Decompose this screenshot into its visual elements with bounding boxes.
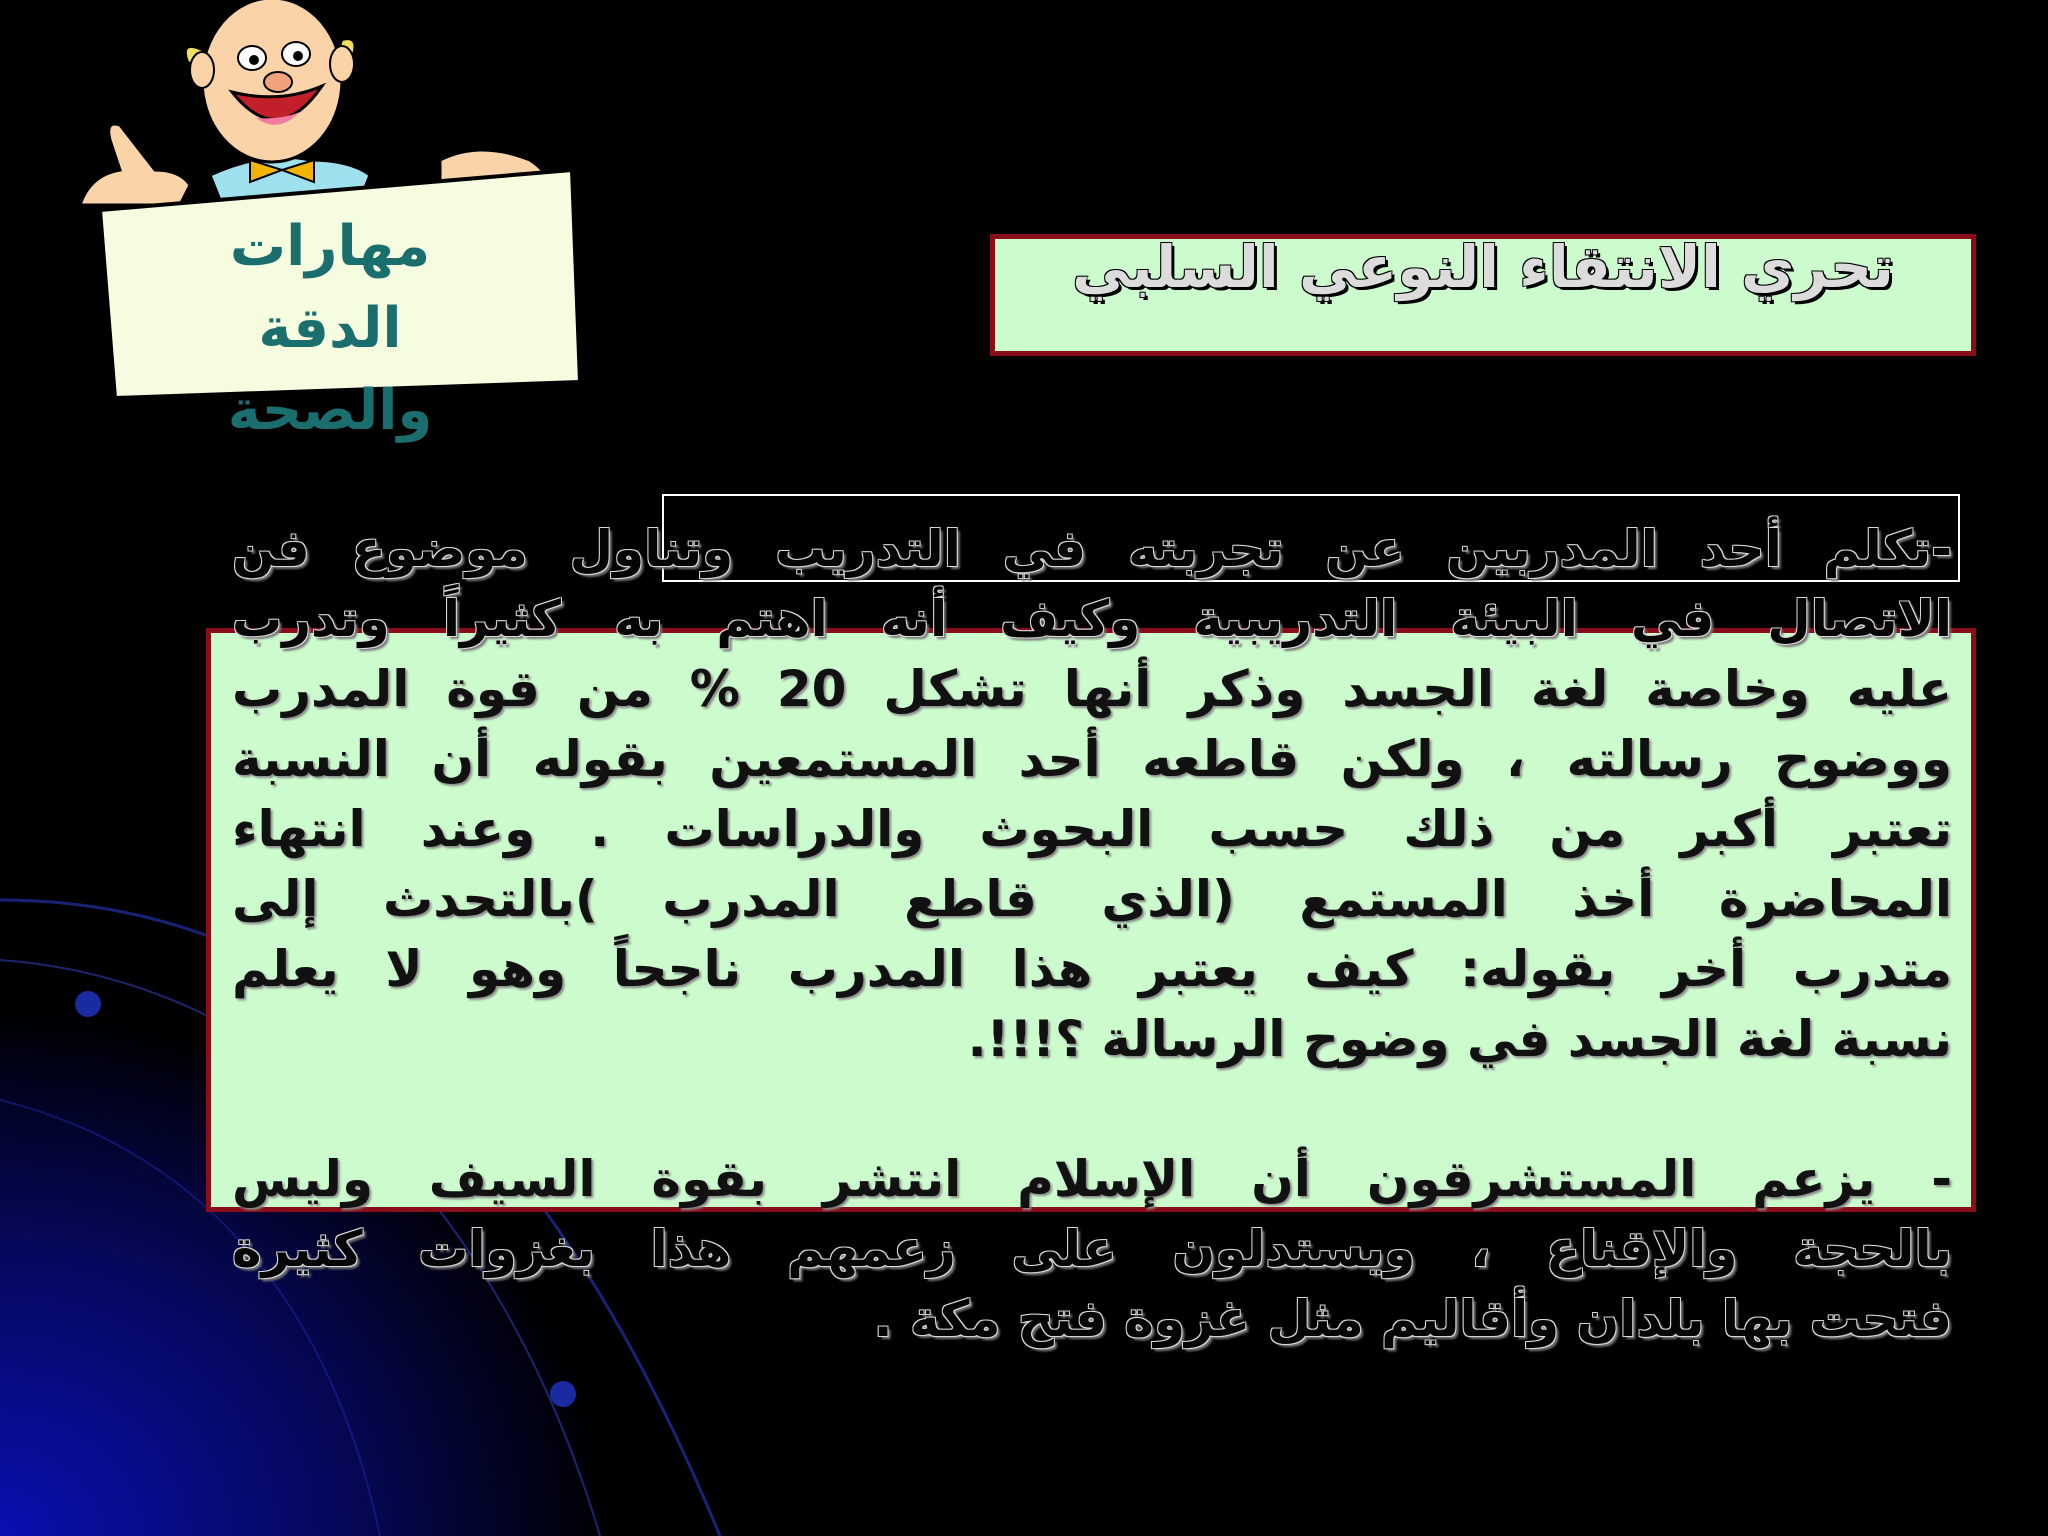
body-line: ووضوح رسالته ، ولكن قاطعه أحد المستمعين بقوله أن النسبة [232, 730, 1952, 788]
body-text [232, 514, 1952, 1354]
body-line: تعتبر أكبر من ذلك حسب البحوث والدراسات . وعند انتهاء [232, 800, 1952, 858]
sign-line: والصحة [227, 378, 433, 443]
body-line: المحاضرة أخذ المستمع (الذي قاطع المدرب )بالتحدث إلى [232, 870, 1952, 928]
body-line: بالحجة والإقناع ، ويستدلون على زعمهم هذا بغزوات كثيرة [232, 1220, 1952, 1278]
body-line: فتحت بها بلدان وأقاليم مثل غزوة فتح مكة . [873, 1290, 1952, 1348]
slide-title: تحري الانتقاء النوعي السلبي [1072, 233, 1894, 301]
body-line-gap [232, 1074, 1952, 1144]
sign-line: الدقة [258, 296, 402, 361]
body-line: نسبة لغة الجسد في وضوح الرسالة ؟!!!. [967, 1010, 1952, 1068]
sign-label [180, 206, 480, 452]
body-line: عليه وخاصة لغة الجسد وذكر أنها تشكل 20 % من قوة المدرب [232, 660, 1952, 718]
body-line: -تكلم أحد المدربين عن تجربته في التدريب وتناول موضوع فن [232, 520, 1952, 578]
sign-line: مهارات [229, 214, 431, 279]
body-line: متدرب أخر بقوله: كيف يعتبر هذا المدرب ناجحاً وهو لا يعلم [232, 940, 1952, 998]
body-line: - يزعم المستشرقون أن الإسلام انتشر بقوة السيف وليس [232, 1150, 1952, 1208]
body-line: الاتصال في البيئة التدريبية وكيف أنه اهتم به كثيراً وتدرب [232, 590, 1952, 648]
